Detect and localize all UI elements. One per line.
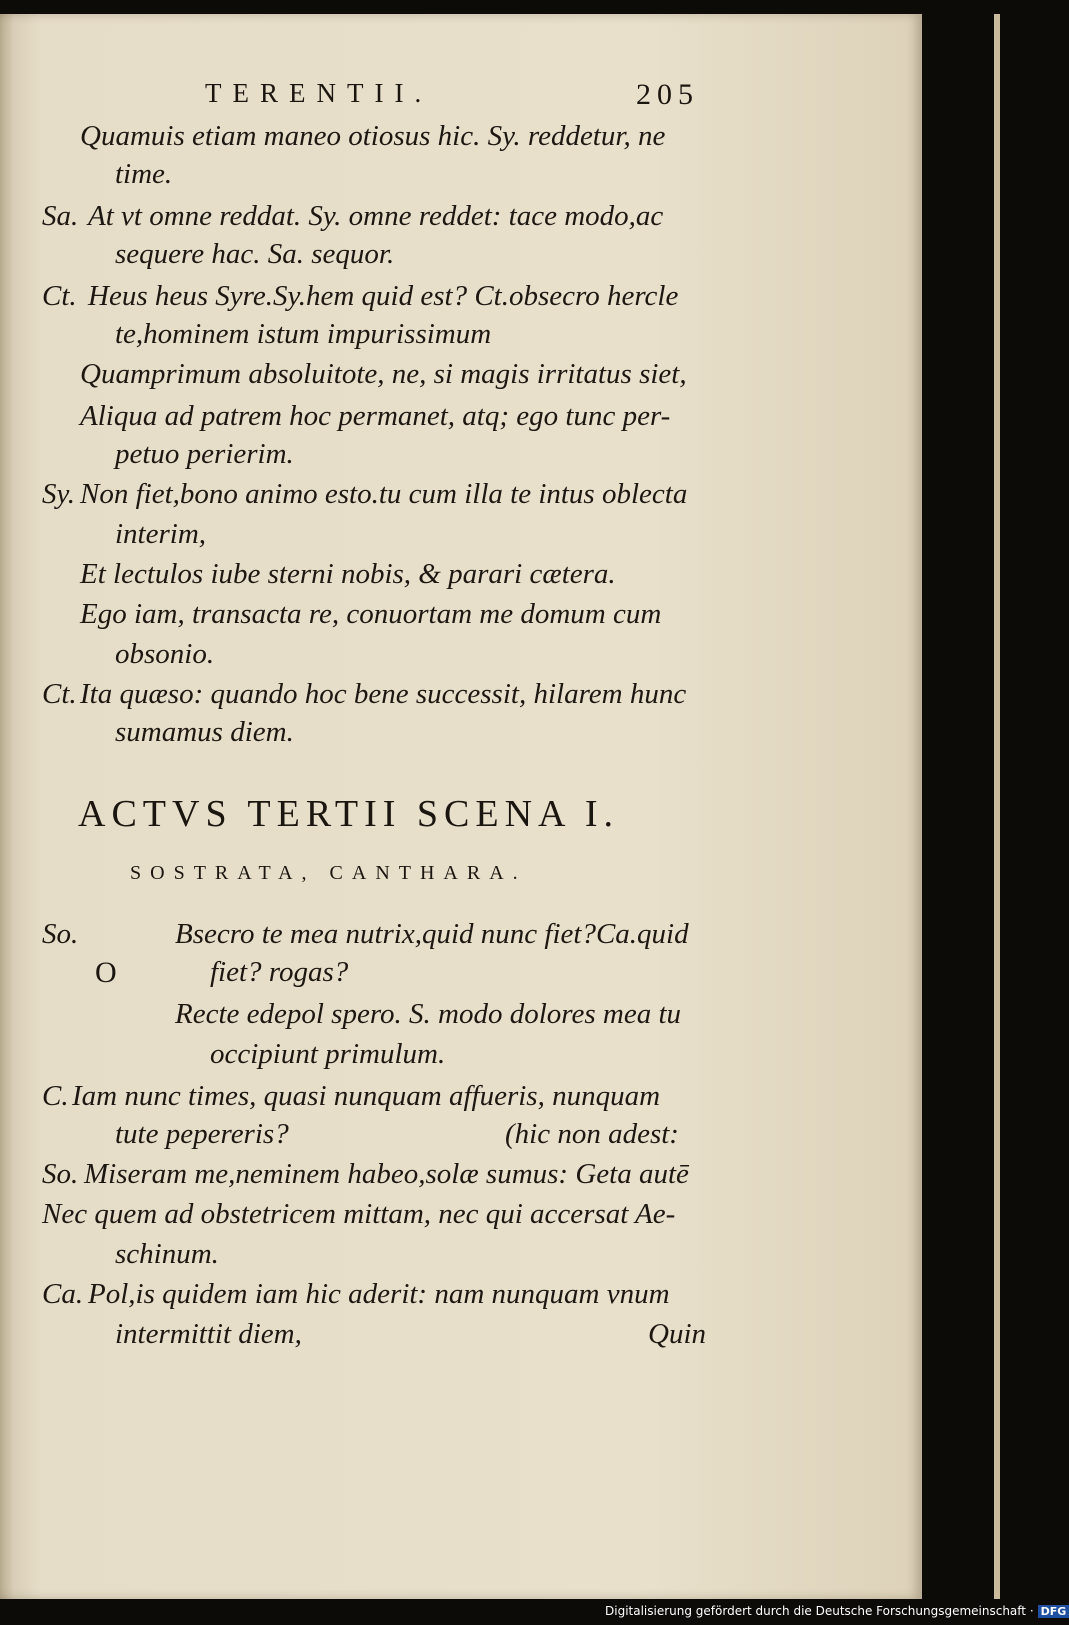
running-title: TERENTII. — [205, 78, 433, 108]
page-header — [0, 78, 922, 118]
text-line: Ct. Heus heus Syre.Sy.hem quid est? Ct.obsecro hercle — [42, 280, 679, 312]
text-line: obsonio. — [115, 638, 215, 670]
digitization-credit — [605, 1604, 1069, 1618]
text-line: Ct. Ita quæso: quando hoc bene successit, hilarem hunc — [42, 678, 687, 710]
speaker-label: C. — [42, 1080, 69, 1112]
catchword: Quin — [648, 1318, 706, 1350]
speaker-label: So. — [42, 918, 79, 950]
text-line: Nec quem ad obstetricem mittam, nec qui accersat Ae- — [42, 1198, 676, 1230]
text-line: Quamprimum absoluitote, ne, si magis irritatus siet, — [80, 358, 687, 390]
speaker-label: Sy. — [42, 478, 76, 510]
text-line: So. Miseram me,neminem habeo,solæ sumus: Geta autē — [42, 1158, 689, 1190]
speaker-label: Ct. — [42, 280, 77, 312]
speaker-label: Ca. — [42, 1278, 84, 1310]
text-line: Quamuis etiam maneo otiosus hic. Sy. reddetur, ne — [80, 120, 666, 152]
speaker-label: Sa. — [42, 200, 79, 232]
page-number: 205 — [636, 78, 699, 111]
text-line: sumamus diem. — [115, 716, 294, 748]
text-line: Bsecro te mea nutrix,quid nunc fiet?Ca.quid — [175, 918, 689, 950]
text-line: C. Iam nunc times, quasi nunquam affueris, nunquam — [42, 1080, 661, 1112]
text-line: Sa. At vt omne reddat. Sy. omne reddet: tace modo,ac — [42, 200, 664, 232]
text-line: (hic non adest: — [505, 1118, 679, 1150]
initial-letter: O — [95, 956, 117, 989]
text-line: Et lectulos iube sterni nobis, & parari cætera. — [80, 558, 616, 590]
text-line: Aliqua ad patrem hoc permanet, atq; ego tunc per- — [80, 400, 671, 432]
text-line: time. — [115, 158, 173, 190]
text-line: Recte edepol spero. S. modo dolores mea tu — [175, 998, 682, 1030]
scene-heading: ACTVS TERTII SCENA I. — [78, 793, 620, 835]
speaker-label: Ct. — [42, 678, 77, 710]
dramatis-personae: SOSTRATA, CANTHARA. — [130, 862, 527, 884]
text-line: intermittit diem, — [115, 1318, 302, 1350]
text-line: occipiunt primulum. — [210, 1038, 446, 1070]
credit-text: Digitalisierung gefördert durch die Deutsche Forschungsgemeinschaft · — [605, 1604, 1034, 1618]
page-edge — [994, 14, 1000, 1599]
text-line: Sy. Non fiet,bono animo esto.tu cum illa te intus oblecta — [42, 478, 688, 510]
text-line: tute pepereris? — [115, 1118, 289, 1150]
dfg-logo: DFG — [1038, 1605, 1069, 1618]
speaker-label: So. — [42, 1158, 79, 1190]
text-line: fiet? rogas? — [210, 956, 349, 988]
text-line: Ca. Pol,is quidem iam hic aderit: nam nunquam vnum — [42, 1278, 670, 1310]
text-line — [42, 918, 78, 951]
text-line: interim, — [115, 518, 207, 550]
text-line: sequere hac. Sa. sequor. — [115, 238, 395, 270]
text-line: petuo perierim. — [115, 438, 294, 470]
text-line: te,hominem istum impurissimum — [115, 318, 492, 350]
text-line: schinum. — [115, 1238, 219, 1270]
text-line: Ego iam, transacta re, conuortam me domum cum — [80, 598, 662, 630]
